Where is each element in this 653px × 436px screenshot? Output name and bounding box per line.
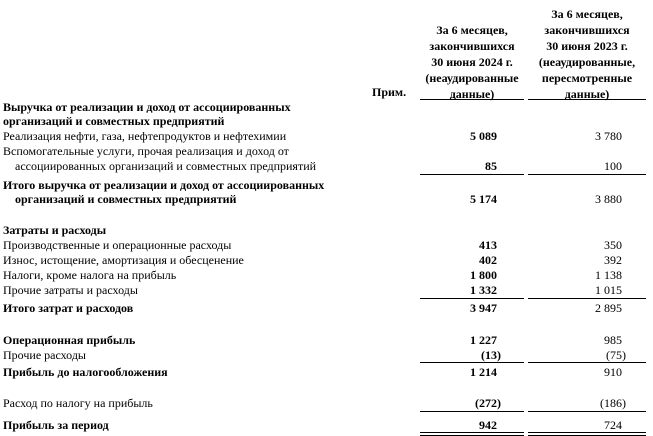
header-line: пересмотренные xyxy=(541,71,633,85)
row-production-2023: 350 xyxy=(604,238,622,252)
other-expenses-label: Прочие расходы xyxy=(3,348,86,362)
revenue-heading-cont: организаций и совместных предприятий xyxy=(3,114,225,128)
expenses-total-2024: 3 947 xyxy=(470,301,497,315)
row-aux-services-2024: 85 xyxy=(485,159,497,173)
revenue-total-label: Итого выручка от реализации и доход от ассоциированных xyxy=(3,178,325,192)
row-aux-services-label-cont: ассоциированных организаций и совместных предприятий xyxy=(15,159,317,173)
pretax-profit-label: Прибыль до налогообложения xyxy=(3,365,168,379)
row-oil-gas-sales-2023: 3 780 xyxy=(595,129,622,143)
revenue-total-label-cont: организаций и совместных предприятий xyxy=(15,192,237,206)
column-header-2023 xyxy=(528,6,646,102)
expenses-heading: Затраты и расходы xyxy=(3,223,107,237)
row-other-costs-2024: 1 332 xyxy=(470,283,497,297)
period-profit-2023: 724 xyxy=(604,418,622,432)
row-oil-gas-sales-label: Реализация нефти, газа, нефтепродуктов и нефтехимии xyxy=(3,129,287,143)
row-aux-services-label: Вспомогательные услуги, прочая реализация и доход от xyxy=(3,144,289,158)
row-other-costs-2023: 1 015 xyxy=(595,283,622,297)
subtotal-rule-2023 xyxy=(528,174,646,175)
expenses-total-2023: 2 895 xyxy=(595,301,622,315)
header-rule-2024 xyxy=(420,99,524,100)
row-depreciation-2024: 402 xyxy=(479,253,497,267)
income-tax-label: Расход по налогу на прибыль xyxy=(3,396,153,410)
header-rule-2023 xyxy=(528,99,646,100)
header-line: (неаудированные xyxy=(425,71,519,85)
row-taxes-label: Налоги, кроме налога на прибыль xyxy=(3,268,177,282)
revenue-total-2024: 5 174 xyxy=(470,192,497,206)
pretax-rule-2024 xyxy=(420,362,524,363)
row-production-label: Производственные и операционные расходы xyxy=(3,238,232,252)
header-line: (неаудированные, xyxy=(538,55,636,69)
revenue-total-2023: 3 880 xyxy=(595,192,622,206)
row-depreciation-2023: 392 xyxy=(604,253,622,267)
operating-profit-2023: 985 xyxy=(604,333,622,347)
row-aux-services-2023: 100 xyxy=(604,159,622,173)
other-expenses-2023: (75) xyxy=(606,348,626,362)
row-taxes-2024: 1 800 xyxy=(470,268,497,282)
row-taxes-2023: 1 138 xyxy=(595,268,622,282)
period-profit-2024: 942 xyxy=(479,418,497,432)
row-oil-gas-sales-2024: 5 089 xyxy=(470,129,497,143)
subtotal-rule-2024 xyxy=(420,174,524,175)
expenses-total-label: Итого затрат и расходов xyxy=(3,301,134,315)
tax-rule-2024 xyxy=(420,411,524,412)
final-double-rule-2024 xyxy=(420,432,524,436)
operating-profit-label: Операционная прибыль xyxy=(3,333,136,347)
header-line: данные) xyxy=(564,87,610,101)
row-other-costs-label: Прочие затраты и расходы xyxy=(3,283,138,297)
final-double-rule-2023 xyxy=(528,432,646,436)
tax-rule-2023 xyxy=(528,411,646,412)
pretax-rule-2023 xyxy=(528,362,646,363)
income-tax-2023: (186) xyxy=(600,396,626,410)
expenses-rule-2023 xyxy=(528,298,646,299)
header-line: За 6 месяцев, xyxy=(436,23,508,37)
period-profit-label: Прибыль за период xyxy=(3,418,109,432)
other-expenses-2024: (13) xyxy=(481,348,501,362)
header-line: закончившихся xyxy=(544,23,630,37)
note-column-header: Прим. xyxy=(372,85,407,99)
column-header-2024 xyxy=(420,22,524,102)
expenses-rule-2024 xyxy=(420,298,524,299)
pretax-profit-2024: 1 214 xyxy=(470,365,497,379)
header-line: 30 июня 2023 г. xyxy=(546,39,628,53)
header-line: За 6 месяцев, xyxy=(551,7,623,21)
header-line: 30 июня 2024 г. xyxy=(431,55,513,69)
row-depreciation-label: Износ, истощение, амортизация и обесценение xyxy=(3,253,244,267)
header-line: закончившихся xyxy=(429,39,515,53)
income-tax-2024: (272) xyxy=(475,396,501,410)
revenue-heading: Выручка от реализации и доход от ассоциированных xyxy=(3,100,291,114)
header-line: данные) xyxy=(449,87,495,101)
row-production-2024: 413 xyxy=(479,238,497,252)
operating-profit-2024: 1 227 xyxy=(470,333,497,347)
pretax-profit-2023: 910 xyxy=(604,365,622,379)
